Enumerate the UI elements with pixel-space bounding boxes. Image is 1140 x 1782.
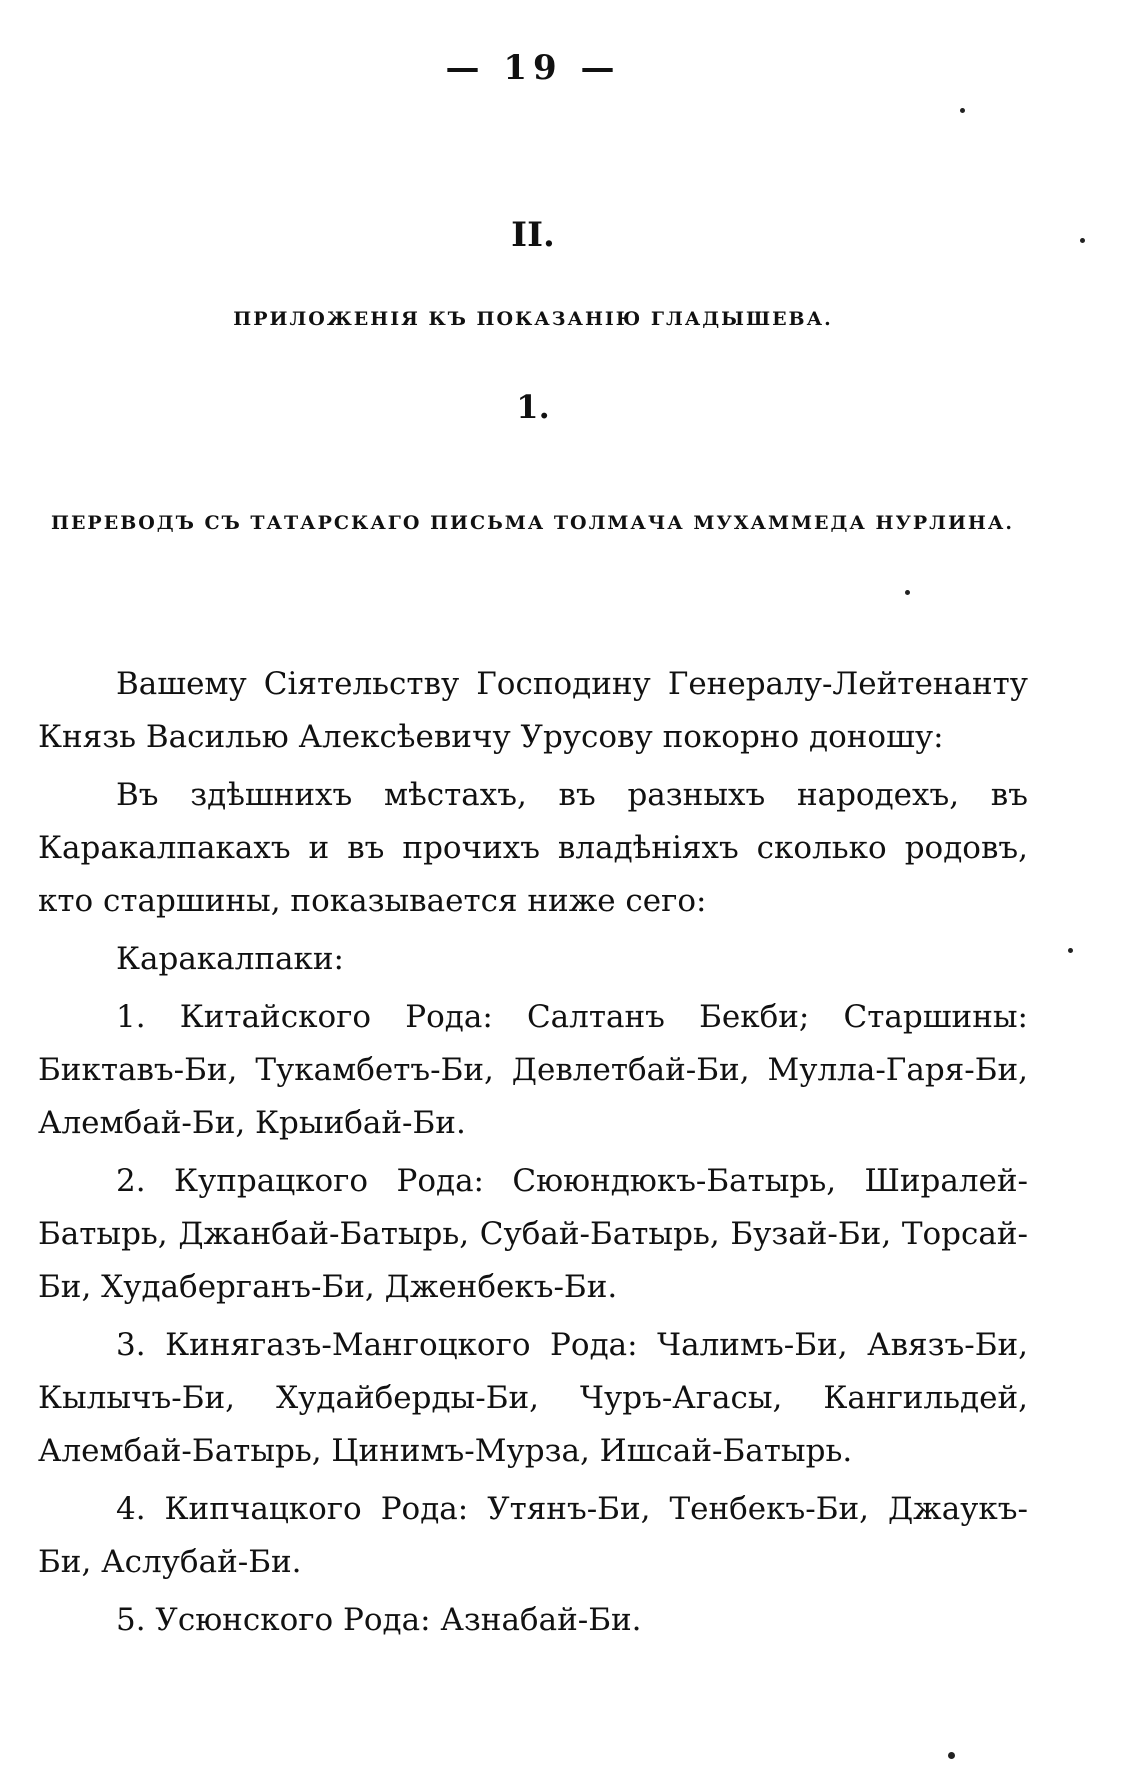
- paragraph-heading-karakalpaki: Каракалпаки:: [116, 941, 344, 977]
- print-speck: [960, 108, 965, 113]
- section-title: ПРИЛОЖЕНІЯ КЪ ПОКАЗАНІЮ ГЛАДЫШЕВА.: [233, 308, 833, 330]
- document-title: ПЕРЕВОДЪ СЪ ТАТАРСКАГО ПИСЬМА ТОЛМАЧА МУХАММЕДА НУРЛИНА.: [51, 512, 1014, 534]
- paragraph-clan-4: 4. Кипчацкого Рода: Утянъ-Би, Тенбекъ-Би, Джаукъ-Би, Аслубай-Би.: [38, 1491, 1028, 1580]
- print-speck: [1080, 238, 1085, 243]
- section-number: II.: [511, 215, 555, 255]
- paragraph-clan-2: 2. Купрацкого Рода: Сююндюкъ-Батырь, Ширалей-Батырь, Джанбай-Батырь, Субай-Батырь, Бузай-Би, Торсай-Би, Худаберганъ-Би, Дженбекъ-Би.: [38, 1163, 1028, 1305]
- paragraph-clan-5: 5. Усюнского Рода: Азнабай-Би.: [116, 1602, 642, 1638]
- page-number: — 19 —: [445, 48, 621, 88]
- paragraph-salutation: Вашему Сіятельству Господину Генералу-Лейтенанту Князь Василью Алексѣевичу Урусову покорно доношу:: [38, 666, 1028, 755]
- document-number: 1.: [516, 388, 550, 426]
- paragraph-intro: Въ здѣшнихъ мѣстахъ, въ разныхъ народехъ, въ Каракалпакахъ и въ прочихъ владѣніяхъ сколько родовъ, кто старшины, показывается ниже сего:: [38, 777, 1028, 919]
- letter-body: [38, 658, 1028, 1652]
- paragraph-clan-1: 1. Китайского Рода: Салтанъ Бекби; Старшины: Биктавъ-Би, Тукамбетъ-Би, Девлетбай-Би, Мулла-Гаря-Би, Алембай-Би, Крыибай-Би.: [38, 999, 1028, 1141]
- print-speck: [1068, 948, 1073, 953]
- print-speck: [905, 590, 910, 595]
- print-speck: [948, 1752, 955, 1759]
- paragraph-clan-3: 3. Кинягазъ-Мангоцкого Рода: Чалимъ-Би, Авязъ-Би, Кылычъ-Би, Худайберды-Би, Чуръ-Агасы, Кангильдей, Алембай-Батырь, Цинимъ-Мурза, Ишсай-Батырь.: [38, 1327, 1028, 1469]
